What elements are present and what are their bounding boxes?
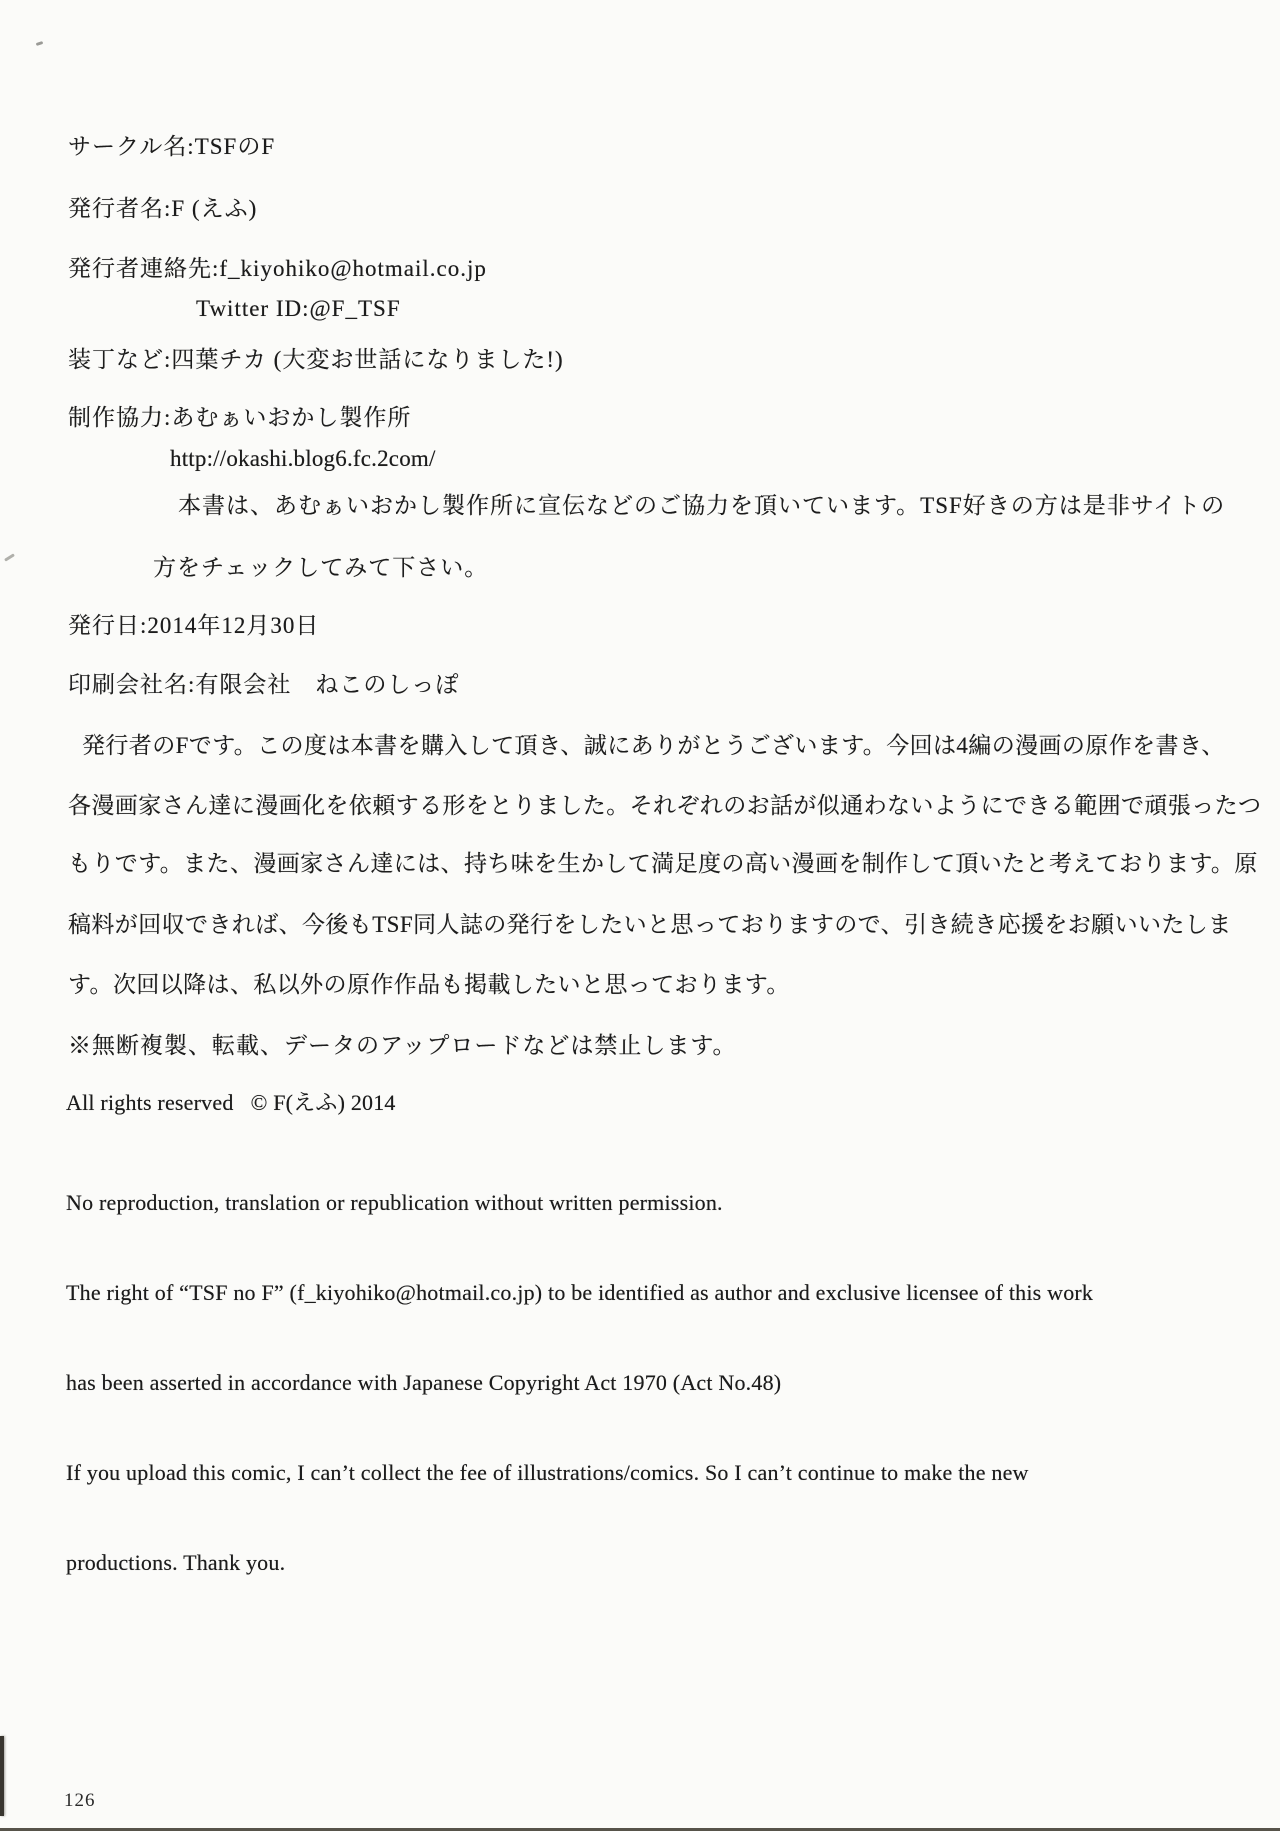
circle-name-line: サークル名:TSFのF bbox=[68, 134, 276, 159]
production-coop-line: 制作協力:あむぁいおかし製作所 bbox=[68, 405, 412, 430]
copyright-line: If you upload this comic, I can’t collect the fee of illustrations/comics. So I can’t continue to make the new bbox=[66, 1460, 1029, 1485]
publish-date-line: 発行日:2014年12月30日 bbox=[68, 613, 320, 638]
book-design-line: 装丁など:四葉チカ (大変お世話になりました!) bbox=[68, 347, 564, 372]
coop-note-line-2: 方をチェックしてみて下さい。 bbox=[153, 555, 489, 580]
twitter-id-line: Twitter ID:@F_TSF bbox=[196, 296, 401, 321]
printer-name-line: 印刷会社名:有限会社 ねこのしっぽ bbox=[68, 672, 460, 697]
english-copyright-block bbox=[66, 1128, 1093, 1638]
coop-site-url: http://okashi.blog6.fc.2com/ bbox=[170, 446, 436, 471]
publisher-name-line: 発行者名:F (えふ) bbox=[68, 196, 258, 221]
afterword-line: 各漫画家さん達に漫画化を依頼する形をとりました。それぞれのお話が似通わないようにできる範囲で頑張ったつ bbox=[68, 793, 1262, 818]
coop-note-line-1: 本書は、あむぁいおかし製作所に宣伝などのご協力を頂いています。TSF好きの方は是非サイトの bbox=[178, 493, 1226, 518]
publisher-contact-line: 発行者連絡先:f_kiyohiko@hotmail.co.jp bbox=[68, 256, 487, 281]
copyright-line: No reproduction, translation or republication without written permission. bbox=[66, 1190, 723, 1215]
afterword-line: 稿料が回収できれば、今後もTSF同人誌の発行をしたいと思っておりますので、引き続き応援をお願いいたしま bbox=[68, 912, 1232, 937]
all-rights-reserved-line: All rights reserved © F(えふ) 2014 bbox=[66, 1090, 396, 1115]
page-number: 126 bbox=[64, 1790, 96, 1811]
scan-speck-top-left bbox=[36, 41, 44, 46]
afterword-line: す。次回以降は、私以外の原作作品も掲載したいと思っております。 bbox=[68, 972, 790, 997]
copyright-line: productions. Thank you. bbox=[66, 1550, 286, 1575]
scan-speck-left-edge bbox=[4, 553, 15, 561]
no-reproduction-notice: ※無断複製、転載、データのアップロードなどは禁止します。 bbox=[68, 1033, 737, 1058]
copyright-line: The right of “TSF no F” (f_kiyohiko@hotmail.co.jp) to be identified as author and exclusive licensee of this work bbox=[66, 1280, 1094, 1305]
scan-edge-strip-left bbox=[0, 1736, 4, 1816]
afterword-line: もりです。また、漫画家さん達には、持ち味を生かして満足度の高い漫画を制作して頂いたと考えております。原 bbox=[68, 851, 1258, 876]
copyright-line: has been asserted in accordance with Japanese Copyright Act 1970 (Act No.48) bbox=[66, 1370, 782, 1395]
afterword-line: 発行者のFです。この度は本書を購入して頂き、誠にありがとうございます。今回は4編の漫画の原作を書き、 bbox=[82, 733, 1225, 758]
